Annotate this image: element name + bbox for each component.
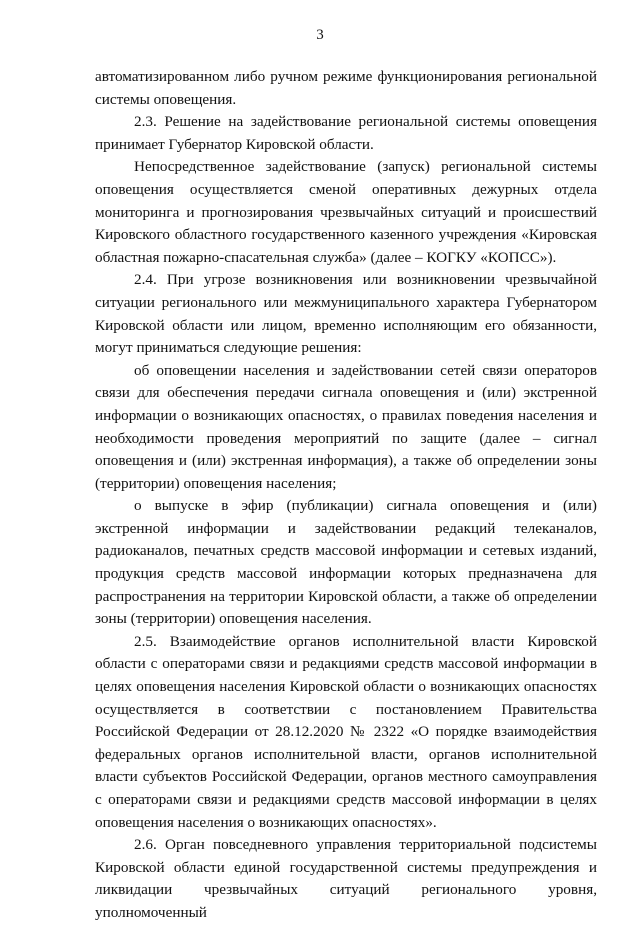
document-body	[95, 66, 597, 925]
paragraph-2-4: 2.4. При угрозе возникновения или возникновении чрезвычайной ситуации регионального или межмуниципального характера Губернатором Кировской области или лицом, временно исполняющим его обязанности, могут приниматься следующие решения:	[95, 271, 597, 357]
paragraph-2-6: 2.6. Орган повседневного управления территориальной подсистемы Кировской области единой государственной системы предупреждения и ликвидации чрезвычайных ситуаций регионального уровня, уполномоченный	[95, 836, 597, 921]
paragraph-system-continuation: автоматизированном либо ручном режиме функционирования региональной системы оповещения.	[95, 68, 597, 108]
page-number: 3	[316, 27, 324, 43]
paragraph-2-3: 2.3. Решение на задействование региональной системы оповещения принимает Губернатор Кировской области.	[95, 113, 597, 153]
paragraph-2-5: 2.5. Взаимодействие органов исполнительной власти Кировской области с операторами связи и редакциями средств массовой информации в целях оповещения населения Кировской области о возникающих опасностях осуществляется в соответствии с постановлением Правительства Российской Федерации от 28.12.2020 № 2322 «О порядке взаимодействия федеральных органов исполнительной власти, органов исполнительной власти субъектов Российской Федерации, органов местного самоуправления с операторами связи и редакциями средств массовой информации в целях оповещения населения о возникающих опасностях».	[95, 632, 597, 831]
paragraph-direct-activation: Непосредственное задействование (запуск) региональной системы оповещения осуществляется сменой оперативных дежурных отдела мониторинга и прогнозирования чрезвычайных ситуаций и происшествий Кировского областного государственного казенного учреждения «Кировская областная пожарно-спасательная служба» (далее – КОГКУ «КОПСС»).	[95, 158, 597, 266]
paragraph-broadcast-decision: о выпуске в эфир (публикации) сигнала оповещения и (или) экстренной информации и задействовании редакций телеканалов, радиоканалов, печатных средств массовой информации и сетевых изданий, продукция средств массовой информации которых предназначена для распространения на территории Кировской области, а также об определении зоны (территории) оповещения населения.	[95, 497, 597, 628]
paragraph-notification-decision: об оповещении населения и задействовании сетей связи операторов связи для обеспечения передачи сигнала оповещения и (или) экстренной информации о возникающих опасностях, о правилах поведения населения и необходимости проведения мероприятий по защите (далее – сигнал оповещения и (или) экстренная информация), а также об определении зоны (территории) оповещения населения;	[95, 361, 597, 492]
